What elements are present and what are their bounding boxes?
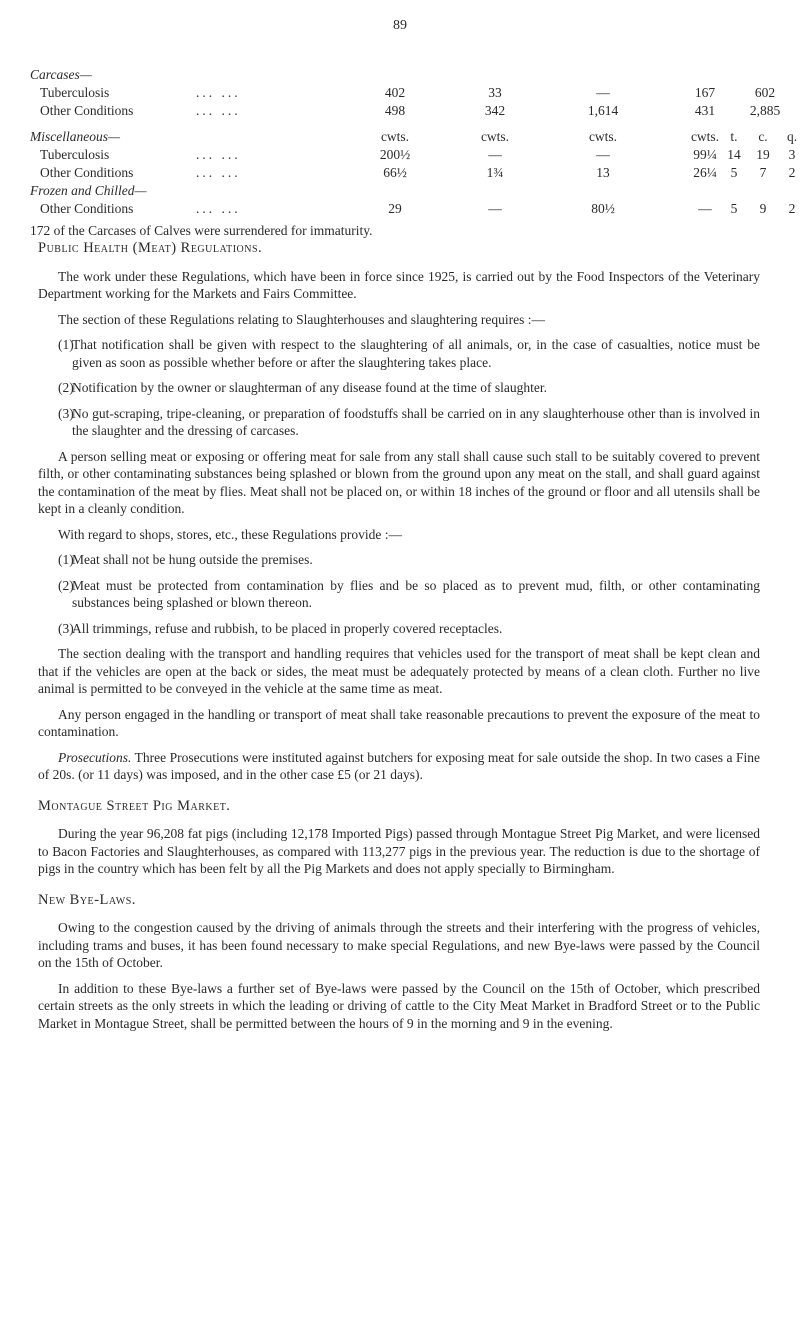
- item-number: (2): [58, 380, 74, 395]
- cell: —: [488, 201, 502, 216]
- list-item: [38, 336, 760, 371]
- unit-header: cwts.: [480, 129, 510, 144]
- cell: 29: [388, 201, 402, 216]
- cell: 80½: [591, 201, 615, 216]
- row-label: Other Conditions: [40, 165, 134, 180]
- cell: 342: [484, 103, 506, 118]
- list-item: [38, 620, 760, 638]
- cell: 167: [694, 85, 716, 100]
- section-label: [30, 182, 770, 200]
- table-row: [30, 128, 798, 146]
- leader-dots: ... ...: [196, 85, 241, 100]
- prosecutions-lead: Prosecutions.: [58, 749, 132, 765]
- unit-header: cwts.: [690, 129, 720, 144]
- prosecutions-text: Three Prosecutions were instituted against butchers for exposing meat for sale outside the shop. In two cases a Fine of 20s. (or 11 days) was imposed, and in the other case £5 (or 21 days).: [38, 749, 760, 782]
- item-number: (2): [58, 577, 74, 593]
- paragraph: In addition to these Bye-laws a further set of Bye-laws were passed by the Council on the 15th of October, which prescribed certain streets as the only streets in which the leading or driving of cattle to the City Meat Market in Bradford Street or to the Public Market in Montague Street, shall be permitted between the hours of 9 in the morning and 9 in the evening.: [38, 980, 760, 1031]
- item-number: (1): [58, 552, 74, 567]
- cell: 33: [488, 85, 502, 100]
- leader-dots: ... ...: [196, 147, 241, 162]
- paragraph: A person selling meat or exposing or offering meat for sale from any stall shall cause such stall to be suitably covered to prevent filth, or other contaminating substances being splashed or blown from the ground upon any meat on the stall, and shall guard against the contamination of the meat by flies. Meat shall not be placed on, or within 18 inches of the ground or floor and all utensils shall be kept in a cleanly condition.: [38, 448, 760, 516]
- cell: 13: [596, 165, 610, 180]
- unit-header: cwts.: [588, 129, 618, 144]
- heading-pig-market: Montague Street Pig Market.: [38, 797, 231, 814]
- cell: 200½: [379, 147, 411, 162]
- cell: —: [596, 147, 610, 162]
- cell: 2,885: [749, 103, 781, 118]
- cell: —: [488, 147, 502, 162]
- list-item: [38, 405, 760, 440]
- item-text: Notification by the owner or slaughterman of any disease found at the time of slaughter.: [72, 380, 547, 395]
- paragraph: Any person engaged in the handling or transport of meat shall take reasonable precautions to prevent the exposure of the meat to contamination.: [38, 706, 760, 739]
- item-text: No gut-scraping, tripe-cleaning, or preparation of foodstuffs shall be carried on in any slaughterhouse other than is involved in the slaughter and the dressing of carcases.: [72, 405, 760, 438]
- cell: 602: [754, 85, 776, 100]
- item-text: That notification shall be given with respect to the slaughtering of all animals, or, in the case of casualties, notice must be given as soon as possible whether before or after the slaughtering takes place.: [72, 337, 760, 370]
- item-number: (1): [58, 337, 74, 352]
- calves-note: 172 of the Carcases of Calves were surrendered for immaturity.: [30, 223, 373, 238]
- cell: 14: [727, 147, 741, 162]
- row-label: Other Conditions: [40, 201, 134, 216]
- leader-dots: ... ...: [196, 103, 241, 118]
- paragraph: The work under these Regulations, which have been in force since 1925, is carried out by the Food Inspectors of the Veterinary Department working for the Markets and Fairs Committee.: [38, 268, 760, 301]
- paragraph: With regard to shops, stores, etc., these Regulations provide :—: [58, 526, 403, 542]
- list-item: [38, 379, 760, 397]
- cell: 9: [759, 201, 767, 216]
- item-text: Meat must be protected from contamination by flies and be so placed as to prevent mud, filth, or other contaminating substances being splashed or blown thereon.: [72, 577, 760, 610]
- item-number: (3): [58, 405, 74, 421]
- leader-dots: ... ...: [196, 201, 241, 216]
- paragraph: The section of these Regulations relating to Slaughterhouses and slaughtering requires :—: [58, 311, 546, 327]
- heading-bye-laws: New Bye-Laws.: [38, 891, 136, 908]
- section-carcases: Carcases—: [30, 67, 92, 82]
- page-number: 89: [393, 18, 407, 33]
- cell: —: [698, 201, 712, 216]
- section-label: [30, 66, 770, 84]
- table-row: [30, 164, 796, 182]
- table-row: [30, 200, 796, 218]
- row-label: Tuberculosis: [40, 85, 110, 100]
- leader-dots: ... ...: [196, 165, 241, 180]
- body-text: [38, 240, 760, 1032]
- table-row: [30, 84, 776, 102]
- cell: 7: [759, 165, 767, 180]
- item-number: (3): [58, 620, 74, 636]
- table-row: [30, 102, 781, 120]
- section-frozen: Frozen and Chilled—: [30, 183, 147, 198]
- paragraph: Owing to the congestion caused by the driving of animals through the streets and their interfering with the progress of vehicles, including trams and buses, it has been found necessary to make special Regulations, and new Bye-laws were passed by the Council on the 15th of October.: [38, 920, 760, 970]
- unit-header: q.: [786, 129, 798, 144]
- list-item: [38, 551, 760, 569]
- cell: 66½: [383, 165, 407, 180]
- section-misc: Miscellaneous—: [30, 129, 120, 144]
- cell: 26¼: [693, 165, 717, 180]
- cell: 1¾: [486, 165, 504, 180]
- cell: 498: [384, 103, 406, 118]
- cell: 2: [788, 201, 796, 216]
- table-note: [30, 222, 770, 240]
- cell: —: [596, 85, 610, 100]
- item-text: All trimmings, refuse and rubbish, to be placed in properly covered receptacles.: [72, 620, 503, 636]
- row-label: Tuberculosis: [40, 147, 110, 162]
- cell: 99¼: [693, 147, 717, 162]
- cell: 3: [788, 147, 796, 162]
- cell: 5: [730, 165, 738, 180]
- cell: 1,614: [587, 103, 619, 118]
- paragraph-prosecutions: [38, 749, 760, 784]
- cell: 19: [756, 147, 770, 162]
- item-text: Meat shall not be hung outside the premises.: [72, 552, 313, 567]
- heading-meat-regulations: Public Health (Meat) Regulations.: [38, 240, 263, 256]
- cell: 431: [694, 103, 716, 118]
- unit-header: cwts.: [380, 129, 410, 144]
- list-item: [38, 577, 760, 612]
- disposal-table: [30, 66, 798, 240]
- cell: 402: [384, 85, 406, 100]
- unit-header: c.: [758, 129, 768, 144]
- paragraph: The section dealing with the transport and handling requires that vehicles used for the transport of meat shall be kept clean and that if the vehicles are open at the back or sides, the meat must be adequately protected by means of a clean cloth. Further no live animal is permitted to be conveyed in the vehicle at the same time as meat.: [38, 646, 760, 696]
- table-row: [30, 146, 796, 164]
- row-label: Other Conditions: [40, 103, 134, 118]
- cell: 5: [730, 201, 738, 216]
- paragraph: During the year 96,208 fat pigs (including 12,178 Imported Pigs) passed through Montague Street Pig Market, and were licensed to Bacon Factories and Slaughterhouses, as compared with 113,277 pigs in the previous year. The reduction is due to the shortage of pigs in the country which has been felt by all the Pig Markets and does not apply specially to Birmingham.: [38, 826, 760, 876]
- cell: 2: [788, 165, 796, 180]
- unit-header: t.: [730, 129, 738, 144]
